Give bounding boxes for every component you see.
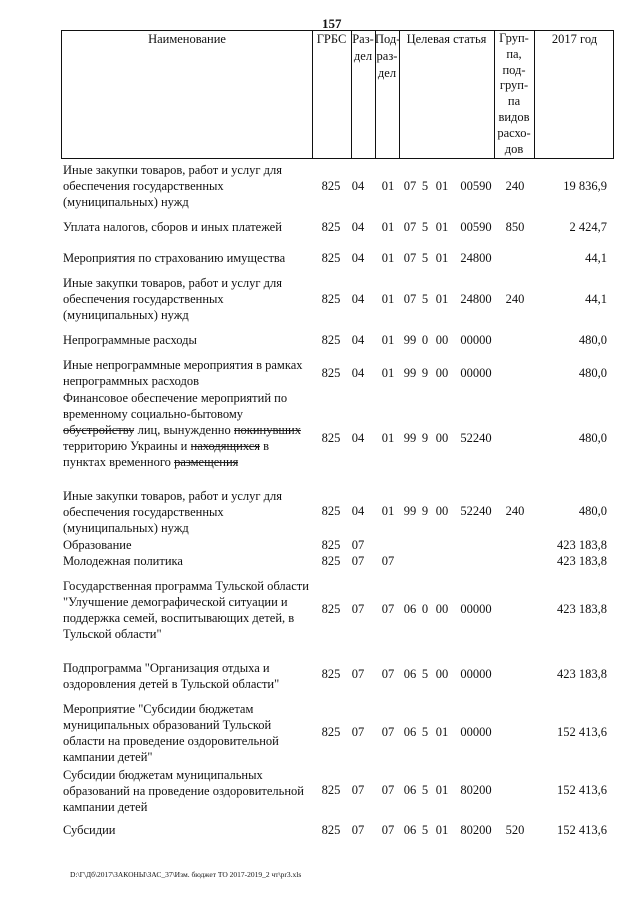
cell-cs2: 5 [421, 251, 429, 265]
cell-razd: 04 [351, 504, 365, 518]
row-name: Иные закупки товаров, работ и услуг для обеспечения государственных (муниципальных) нужд [63, 163, 283, 209]
column-divider [534, 31, 535, 158]
cell-cs3: 00 [435, 333, 449, 347]
header-grbs: ГРБС [316, 32, 347, 46]
cell-vid: 240 [505, 179, 525, 193]
cell-cs2: 5 [421, 725, 429, 739]
cell-cs1: 06 [403, 602, 417, 616]
cell-cs1: 06 [403, 783, 417, 797]
header-celevaya: Целевая статья [406, 32, 487, 46]
cell-amount: 152 413,6 [557, 725, 607, 739]
cell-cs3: 01 [435, 179, 449, 193]
header-podrazdel: Под- раз- дел [375, 32, 401, 80]
cell-podr: 01 [381, 431, 395, 445]
cell-vid: 240 [505, 292, 525, 306]
cell-razd: 04 [351, 292, 365, 306]
cell-cs4: 00000 [460, 333, 492, 347]
text-span: лиц, вынужденно [134, 423, 234, 437]
cell-podr: 07 [381, 783, 395, 797]
header-vid: Груп- па, под- груп- па видов расхо- дов [497, 31, 531, 156]
cell-grbs: 825 [321, 783, 341, 797]
cell-amount: 19 836,9 [563, 179, 607, 193]
row-name: Субсидии бюджетам муниципальных образований на проведение оздоровительной кампании детей [63, 768, 304, 814]
struck-text: размещения [174, 455, 239, 469]
cell-grbs: 825 [321, 431, 341, 445]
cell-amount: 423 183,8 [557, 538, 607, 552]
struck-text: покинувших [233, 423, 301, 437]
cell-grbs: 825 [321, 366, 341, 380]
row-name: Иные закупки товаров, работ и услуг для обеспечения государственных (муниципальных) нужд [63, 489, 283, 535]
row-name: Иные непрограммные мероприятия в рамках непрограммных расходов [63, 358, 303, 388]
cell-amount: 2 424,7 [569, 220, 607, 234]
cell-cs2: 9 [421, 504, 429, 518]
cell-cs1: 07 [403, 292, 417, 306]
cell-cs2: 9 [421, 431, 429, 445]
cell-razd: 07 [351, 783, 365, 797]
struck-text: находящихся [190, 439, 261, 453]
cell-cs4: 52240 [460, 504, 492, 518]
row-name: Образование [63, 538, 132, 552]
cell-podr: 01 [381, 220, 395, 234]
cell-cs1: 06 [403, 823, 417, 837]
cell-podr: 07 [381, 554, 395, 568]
cell-cs4: 00590 [460, 179, 492, 193]
cell-amount: 480,0 [578, 333, 607, 347]
cell-razd: 07 [351, 823, 365, 837]
cell-vid: 240 [505, 504, 525, 518]
cell-cs3: 00 [435, 366, 449, 380]
cell-amount: 423 183,8 [557, 667, 607, 681]
cell-cs1: 07 [403, 251, 417, 265]
cell-cs4: 00000 [460, 366, 492, 380]
cell-podr: 01 [381, 333, 395, 347]
cell-cs1: 99 [403, 366, 417, 380]
cell-razd: 07 [351, 554, 365, 568]
header-razdel: Раз- дел [352, 32, 374, 63]
file-path-footer: D:\Г\Дб\2017\ЗАКОНЫ\ЗАС_37\Изм. бюджет ТО 2017-2019_2 чт\pr3.xls [70, 870, 302, 879]
cell-amount: 44,1 [585, 292, 607, 306]
cell-cs4: 00000 [460, 602, 492, 616]
header-year: 2017 год [551, 32, 598, 46]
cell-amount: 480,0 [578, 431, 607, 445]
cell-cs4: 24800 [460, 251, 492, 265]
page-number: 157 [322, 16, 342, 31]
column-divider [312, 31, 313, 158]
cell-cs2: 5 [421, 220, 429, 234]
cell-razd: 04 [351, 251, 365, 265]
row-name: Мероприятия по страхованию имущества [63, 251, 286, 265]
row-name: Государственная программа Тульской области "Улучшение демографической ситуации и поддержка семей, воспитывающих детей, в Тульской области" [63, 579, 309, 641]
cell-cs1: 99 [403, 431, 417, 445]
cell-cs4: 00590 [460, 220, 492, 234]
cell-amount: 423 183,8 [557, 602, 607, 616]
row-name: Мероприятие "Субсидии бюджетам муниципальных образований Тульской области на проведение оздоровительной кампании детей" [63, 702, 279, 764]
cell-grbs: 825 [321, 667, 341, 681]
cell-razd: 07 [351, 602, 365, 616]
cell-cs4: 80200 [460, 783, 492, 797]
cell-cs1: 99 [403, 504, 417, 518]
cell-amount: 480,0 [578, 366, 607, 380]
row-name: Подпрограмма "Организация отдыха и оздоровления детей в Тульской области" [63, 661, 280, 691]
struck-text: обустройству [63, 423, 135, 437]
cell-cs4: 52240 [460, 431, 492, 445]
cell-cs2: 5 [421, 823, 429, 837]
cell-grbs: 825 [321, 292, 341, 306]
cell-cs1: 06 [403, 667, 417, 681]
cell-cs3: 01 [435, 725, 449, 739]
cell-amount: 152 413,6 [557, 783, 607, 797]
text-span: территорию Украины и [63, 439, 191, 453]
cell-razd: 07 [351, 538, 365, 552]
row-name: Субсидии [63, 823, 116, 837]
cell-amount: 152 413,6 [557, 823, 607, 837]
cell-cs3: 00 [435, 602, 449, 616]
cell-podr: 07 [381, 602, 395, 616]
cell-cs4: 00000 [460, 667, 492, 681]
row-name: Уплата налогов, сборов и иных платежей [63, 220, 282, 234]
text-span: в пунктах временного [63, 439, 270, 469]
cell-grbs: 825 [321, 823, 341, 837]
cell-cs2: 5 [421, 667, 429, 681]
cell-podr: 01 [381, 251, 395, 265]
cell-cs2: 5 [421, 783, 429, 797]
cell-podr: 07 [381, 667, 395, 681]
cell-razd: 04 [351, 179, 365, 193]
cell-grbs: 825 [321, 333, 341, 347]
cell-grbs: 825 [321, 220, 341, 234]
cell-cs1: 07 [403, 220, 417, 234]
cell-cs1: 99 [403, 333, 417, 347]
cell-cs3: 00 [435, 431, 449, 445]
cell-razd: 04 [351, 366, 365, 380]
cell-cs3: 01 [435, 292, 449, 306]
cell-razd: 04 [351, 220, 365, 234]
cell-podr: 01 [381, 504, 395, 518]
cell-podr: 01 [381, 179, 395, 193]
row-name: Иные закупки товаров, работ и услуг для обеспечения государственных (муниципальных) нужд [63, 276, 283, 322]
cell-grbs: 825 [321, 251, 341, 265]
header-name: Наименование [148, 32, 226, 46]
cell-cs3: 00 [435, 504, 449, 518]
cell-razd: 04 [351, 431, 365, 445]
cell-cs4: 80200 [460, 823, 492, 837]
cell-grbs: 825 [321, 602, 341, 616]
cell-grbs: 825 [321, 504, 341, 518]
cell-podr: 07 [381, 725, 395, 739]
cell-cs2: 5 [421, 179, 429, 193]
cell-vid: 850 [505, 220, 525, 234]
cell-grbs: 825 [321, 538, 341, 552]
cell-cs2: 0 [421, 602, 429, 616]
cell-razd: 07 [351, 667, 365, 681]
cell-cs1: 07 [403, 179, 417, 193]
cell-razd: 04 [351, 333, 365, 347]
cell-razd: 07 [351, 725, 365, 739]
cell-grbs: 825 [321, 725, 341, 739]
cell-cs2: 5 [421, 292, 429, 306]
cell-amount: 44,1 [585, 251, 607, 265]
cell-amount: 423 183,8 [557, 554, 607, 568]
cell-podr: 01 [381, 292, 395, 306]
column-divider [399, 31, 400, 158]
cell-cs2: 0 [421, 333, 429, 347]
cell-cs1: 06 [403, 725, 417, 739]
cell-vid: 520 [505, 823, 525, 837]
cell-amount: 480,0 [578, 504, 607, 518]
cell-podr: 01 [381, 366, 395, 380]
cell-podr: 07 [381, 823, 395, 837]
row-name: Непрограммные расходы [63, 333, 197, 347]
cell-cs3: 01 [435, 251, 449, 265]
cell-cs4: 24800 [460, 292, 492, 306]
cell-cs3: 01 [435, 823, 449, 837]
cell-grbs: 825 [321, 179, 341, 193]
text-span: Финансовое обеспечение мероприятий по временному социально-бытовому [63, 391, 288, 421]
row-name: Молодежная политика [63, 554, 183, 568]
cell-cs3: 00 [435, 667, 449, 681]
cell-cs2: 9 [421, 366, 429, 380]
cell-grbs: 825 [321, 554, 341, 568]
cell-cs3: 01 [435, 220, 449, 234]
cell-cs3: 01 [435, 783, 449, 797]
cell-cs4: 00000 [460, 725, 492, 739]
row-name [63, 390, 313, 470]
table-header [61, 30, 614, 159]
